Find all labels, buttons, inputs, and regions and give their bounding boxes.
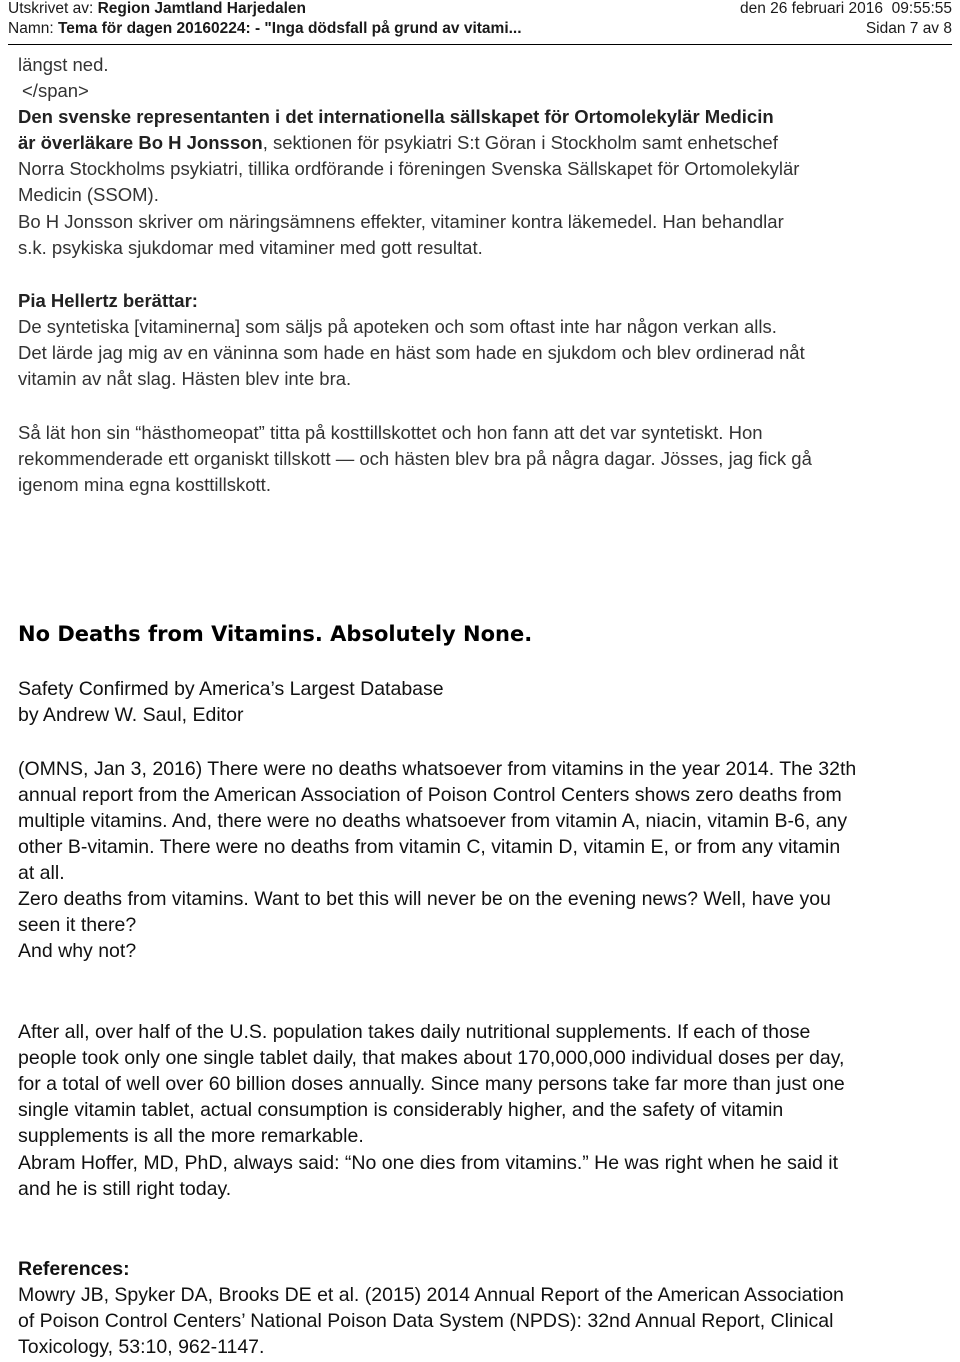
text-line: De syntetiska [vitaminerna] som säljs på apoteken och som oftast inte har någon verkan alls. (18, 316, 777, 337)
text-line: seen it there? (18, 914, 137, 936)
section-heading (18, 1256, 130, 1282)
text-line: Zero deaths from vitamins. Want to bet this will never be on the evening news? Well, have you (18, 888, 831, 910)
print-header (8, 0, 952, 45)
printed-by-value: Region Jamtland Harjedalen (97, 0, 307, 17)
text-line: Abram Hoffer, MD, PhD, always said: “No one dies from vitamins.” He was right when he said it (18, 1152, 839, 1174)
bold-text: är överläkare Bo H Jonsson (18, 132, 263, 153)
text-line: s.k. psykiska sjukdomar med vitaminer med gott resultat. (18, 237, 483, 258)
reference-line: of Poison Control Centers’ National Poison Data System (NPDS): 32nd Annual Report, Clinical (18, 1310, 834, 1332)
document-name-line (8, 19, 522, 39)
text-line: Norra Stockholms psykiatri, tillika ordförande i föreningen Svenska Sällskapet för Ortomolekylär (18, 158, 800, 179)
text-line: And why not? (18, 940, 137, 962)
text-line: people took only one single tablet daily, that makes about 170,000,000 individual doses per day, (18, 1047, 845, 1069)
print-timestamp (740, 0, 952, 19)
print-date: den 26 februari 2016 (739, 0, 884, 17)
text-line: Medicin (SSOM). (18, 184, 159, 205)
name-label: Namn: (8, 20, 54, 37)
text-line: for a total of well over 60 billion doses annually. Since many persons take far more than just one (18, 1073, 845, 1095)
printed-by-label: Utskrivet av: (8, 0, 94, 17)
text-line: längst ned. (18, 54, 109, 75)
text-line: </span> (22, 80, 89, 101)
section-heading (18, 288, 198, 314)
printed-by-line (8, 0, 306, 19)
bold-text: Den svenske representanten i det internationella sällskapet för Ortomolekylär Medicin (18, 106, 774, 127)
text-line (18, 104, 774, 130)
article-byline: by Andrew W. Saul, Editor (18, 704, 244, 726)
text-line: Det lärde jag mig av en väninna som hade en häst som hade en sjukdom och blev ordinerad nåt (18, 342, 805, 363)
reference-line: Mowry JB, Spyker DA, Brooks DE et al. (2015) 2014 Annual Report of the American Association (18, 1284, 844, 1306)
text-span: , sektionen för psykiatri S:t Göran i Stockholm samt enhetschef (262, 132, 778, 153)
text-line: annual report from the American Association of Poison Control Centers shows zero deaths from (18, 784, 842, 806)
reference-line: Toxicology, 53:10, 962-1147. (18, 1336, 265, 1358)
text-line: Bo H Jonsson skriver om näringsämnens effekter, vitaminer kontra läkemedel. Han behandlar (18, 211, 784, 232)
references-heading: References: (18, 1258, 130, 1280)
text-line: (OMNS, Jan 3, 2016) There were no deaths whatsoever from vitamins in the year 2014. The 32th (18, 758, 857, 780)
text-line: other B-vitamin. There were no deaths from vitamin C, vitamin D, vitamin E, or from any vitamin (18, 836, 841, 858)
text-line: supplements is all the more remarkable. (18, 1125, 364, 1147)
text-line: igenom mina egna kosttillskott. (18, 474, 271, 495)
pia-heading: Pia Hellertz berättar: (18, 290, 198, 311)
document-name: Tema för dagen 20160224: - "Inga dödsfall på grund av vitami... (57, 20, 522, 37)
page-number: Sidan 7 av 8 (865, 20, 952, 37)
text-line: rekommenderade ett organiskt tillskott — och hästen blev bra på några dagar. Jösses, jag fick gå (18, 448, 812, 469)
text-line: at all. (18, 862, 65, 884)
text-line: After all, over half of the U.S. population takes daily nutritional supplements. If each of those (18, 1021, 811, 1043)
text-line: multiple vitamins. And, there were no deaths whatsoever from vitamin A, niacin, vitamin B-6, any (18, 810, 848, 832)
text-line: Så lät hon sin “hästhomeopat” titta på kosttillskottet och hon fann att det var syntetiskt. Hon (18, 422, 763, 443)
print-time: 09:55:55 (891, 0, 952, 17)
text-line: vitamin av nåt slag. Hästen blev inte bra. (18, 368, 352, 389)
article-headline: No Deaths from Vitamins. Absolutely None. (18, 622, 533, 646)
text-line (18, 130, 778, 156)
text-line: single vitamin tablet, actual consumption is considerably higher, and the safety of vitamin (18, 1099, 784, 1121)
article-subtitle: Safety Confirmed by America’s Largest Database (18, 678, 444, 700)
text-line: and he is still right today. (18, 1178, 232, 1200)
